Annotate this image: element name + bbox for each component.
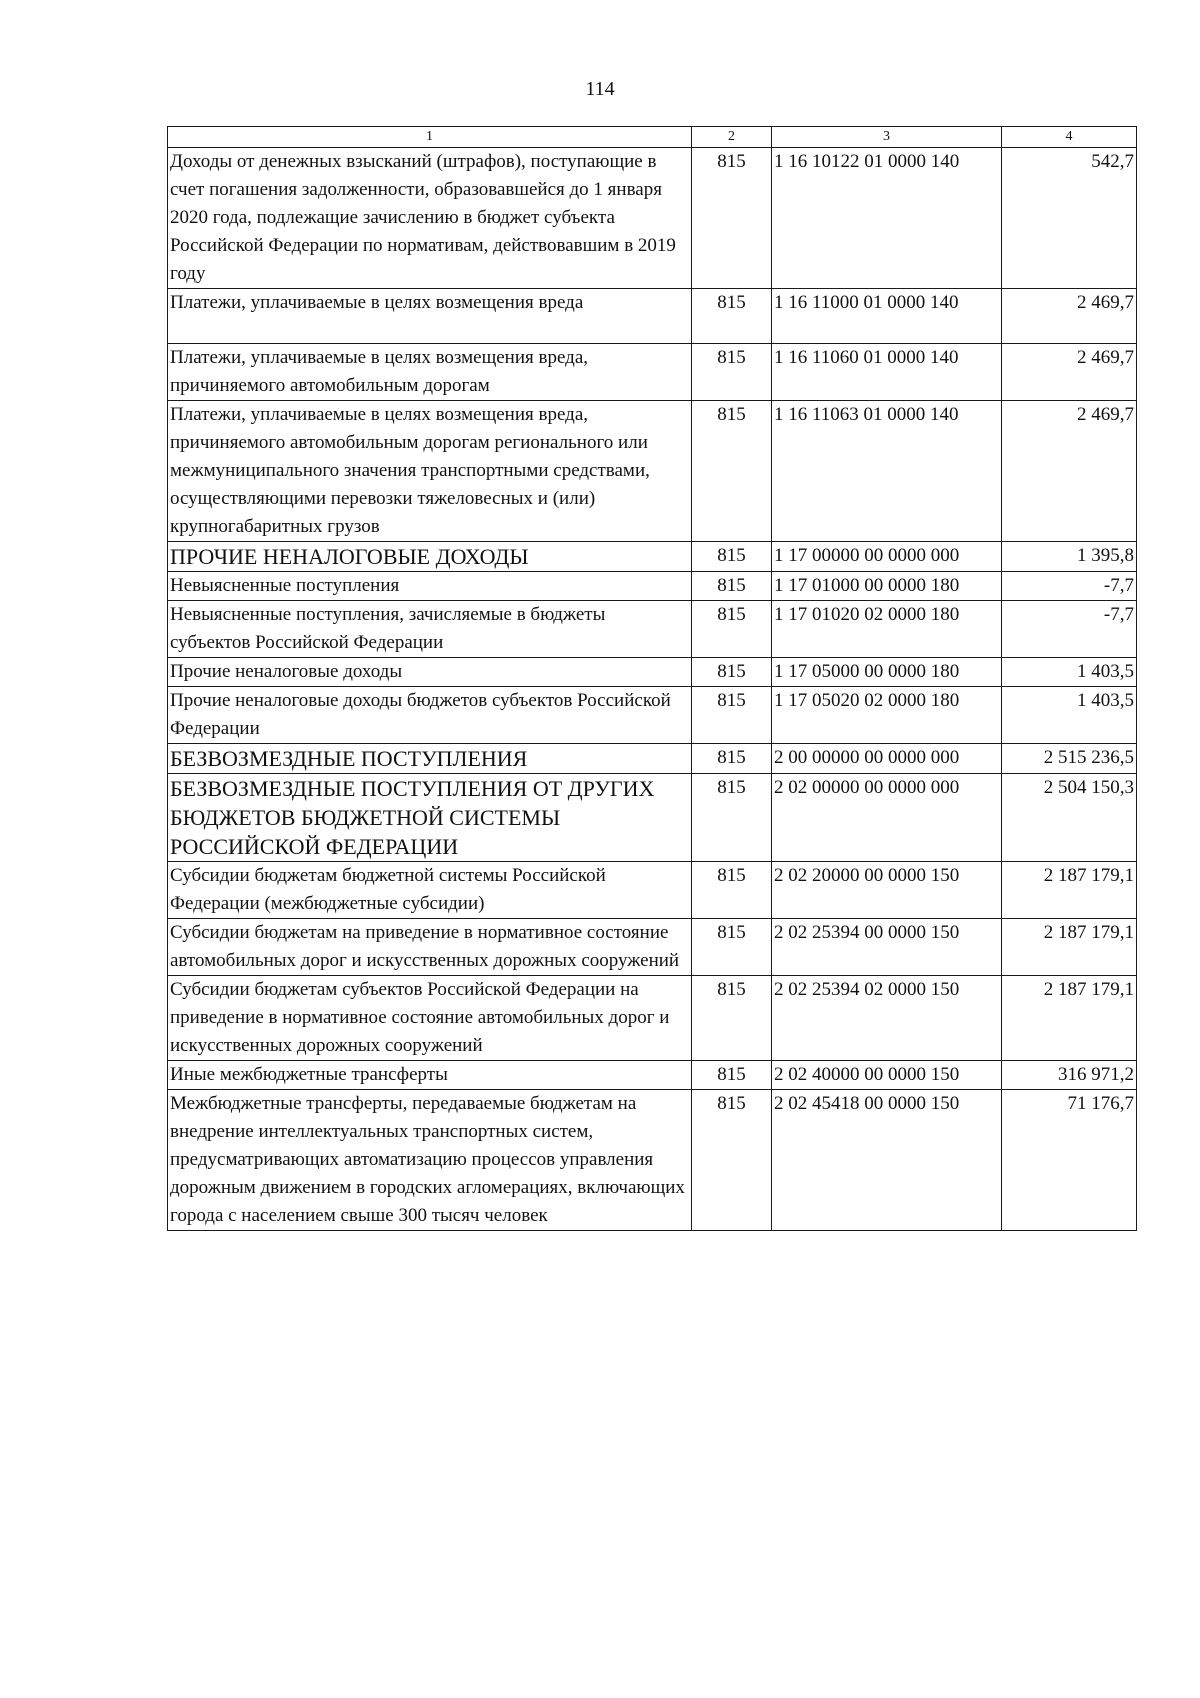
table-row bbox=[168, 572, 1137, 601]
page-number: 114 bbox=[585, 78, 615, 100]
row-name: БЕЗВОЗМЕЗДНЫЕ ПОСТУПЛЕНИЯ bbox=[168, 744, 692, 774]
row-amount: 2 504 150,3 bbox=[1002, 774, 1137, 862]
row-budget-code: 2 02 00000 00 0000 000 bbox=[772, 774, 1002, 862]
row-name: Субсидии бюджетам на приведение в нормативное состояние автомобильных дорог и искусственных дорожных сооружений bbox=[168, 919, 692, 976]
row-name: Платежи, уплачиваемые в целях возмещения вреда bbox=[170, 292, 584, 313]
table-row bbox=[168, 658, 1137, 687]
row-name: Субсидии бюджетам бюджетной системы Российской Федерации (межбюджетные субсидии) bbox=[168, 862, 692, 919]
table-row bbox=[168, 344, 1137, 401]
row-budget-code: 1 17 00000 00 0000 000 bbox=[772, 542, 1002, 572]
row-admin-code: 815 bbox=[692, 148, 772, 289]
row-budget-code: 1 16 10122 01 0000 140 bbox=[772, 148, 1002, 289]
table-row bbox=[168, 601, 1137, 658]
row-name: Доходы от денежных взысканий (штрафов), поступающие в счет погашения задолженности, образовавшейся до 1 января 2020 года, подлежащие зачислению в бюджет субъекта Российской Федерации по нормативам, действовавшим в 2019 году bbox=[168, 148, 692, 289]
row-amount: 2 187 179,1 bbox=[1002, 919, 1137, 976]
column-header-2: 2 bbox=[692, 127, 772, 148]
row-amount: 2 469,7 bbox=[1002, 401, 1137, 542]
row-name: Невыясненные поступления bbox=[168, 572, 692, 601]
row-budget-code: 1 17 05000 00 0000 180 bbox=[772, 658, 1002, 687]
row-budget-code: 1 16 11000 01 0000 140 bbox=[772, 289, 1002, 344]
row-admin-code: 815 bbox=[692, 774, 772, 862]
row-amount: 2 469,7 bbox=[1002, 289, 1137, 344]
row-budget-code: 1 17 01000 00 0000 180 bbox=[772, 572, 1002, 601]
row-name: ПРОЧИЕ НЕНАЛОГОВЫЕ ДОХОДЫ bbox=[168, 542, 692, 572]
table-row bbox=[168, 148, 1137, 289]
row-name: Субсидии бюджетам субъектов Российской Федерации на приведение в нормативное состояние автомобильных дорог и искусственных дорожных сооружений bbox=[168, 976, 692, 1061]
row-admin-code: 815 bbox=[692, 862, 772, 919]
row-amount: 2 515 236,5 bbox=[1002, 744, 1137, 774]
row-budget-code: 2 00 00000 00 0000 000 bbox=[772, 744, 1002, 774]
table-row bbox=[168, 687, 1137, 744]
row-name: Прочие неналоговые доходы bbox=[168, 658, 692, 687]
column-header-4: 4 bbox=[1002, 127, 1137, 148]
row-amount: 1 403,5 bbox=[1002, 687, 1137, 744]
row-admin-code: 815 bbox=[692, 1061, 772, 1090]
row-name: Иные межбюджетные трансферты bbox=[168, 1061, 692, 1090]
row-budget-code: 1 16 11063 01 0000 140 bbox=[772, 401, 1002, 542]
table-row bbox=[168, 289, 1137, 344]
row-admin-code: 815 bbox=[692, 601, 772, 658]
row-budget-code: 2 02 20000 00 0000 150 bbox=[772, 862, 1002, 919]
row-amount: 542,7 bbox=[1002, 148, 1137, 289]
row-budget-code: 2 02 45418 00 0000 150 bbox=[772, 1090, 1002, 1231]
row-name: Невыясненные поступления, зачисляемые в бюджеты субъектов Российской Федерации bbox=[168, 601, 692, 658]
table-row bbox=[168, 976, 1137, 1061]
row-amount: 316 971,2 bbox=[1002, 1061, 1137, 1090]
row-name: Платежи, уплачиваемые в целях возмещения вреда, причиняемого автомобильным дорогам bbox=[168, 344, 692, 401]
row-admin-code: 815 bbox=[692, 289, 772, 344]
row-amount: 2 187 179,1 bbox=[1002, 976, 1137, 1061]
table-row bbox=[168, 744, 1137, 774]
row-amount: -7,7 bbox=[1002, 601, 1137, 658]
row-admin-code: 815 bbox=[692, 401, 772, 542]
row-admin-code: 815 bbox=[692, 572, 772, 601]
row-admin-code: 815 bbox=[692, 919, 772, 976]
row-budget-code: 2 02 40000 00 0000 150 bbox=[772, 1061, 1002, 1090]
column-header-1: 1 bbox=[168, 127, 692, 148]
row-budget-code: 2 02 25394 02 0000 150 bbox=[772, 976, 1002, 1061]
row-amount: 2 187 179,1 bbox=[1002, 862, 1137, 919]
row-name: Прочие неналоговые доходы бюджетов субъектов Российской Федерации bbox=[168, 687, 692, 744]
row-amount: -7,7 bbox=[1002, 572, 1137, 601]
table-row bbox=[168, 862, 1137, 919]
row-amount: 1 403,5 bbox=[1002, 658, 1137, 687]
row-amount: 71 176,7 bbox=[1002, 1090, 1137, 1231]
table-row bbox=[168, 401, 1137, 542]
row-admin-code: 815 bbox=[692, 344, 772, 401]
row-budget-code: 1 17 05020 02 0000 180 bbox=[772, 687, 1002, 744]
row-amount: 2 469,7 bbox=[1002, 344, 1137, 401]
table-row bbox=[168, 542, 1137, 572]
row-admin-code: 815 bbox=[692, 687, 772, 744]
row-budget-code: 1 16 11060 01 0000 140 bbox=[772, 344, 1002, 401]
row-budget-code: 1 17 01020 02 0000 180 bbox=[772, 601, 1002, 658]
row-admin-code: 815 bbox=[692, 744, 772, 774]
column-header-3: 3 bbox=[772, 127, 1002, 148]
row-admin-code: 815 bbox=[692, 1090, 772, 1231]
row-name: Межбюджетные трансферты, передаваемые бюджетам на внедрение интеллектуальных транспортных систем, предусматривающих автоматизацию процессов управления дорожным движением в городских агломерациях, включающих города с населением свыше 300 тысяч человек bbox=[168, 1090, 692, 1231]
table-header-row bbox=[168, 127, 1137, 148]
table-row bbox=[168, 1061, 1137, 1090]
row-admin-code: 815 bbox=[692, 658, 772, 687]
row-name: БЕЗВОЗМЕЗДНЫЕ ПОСТУПЛЕНИЯ ОТ ДРУГИХ БЮДЖЕТОВ БЮДЖЕТНОЙ СИСТЕМЫ РОССИЙСКОЙ ФЕДЕРАЦИИ bbox=[168, 774, 692, 862]
row-budget-code: 2 02 25394 00 0000 150 bbox=[772, 919, 1002, 976]
table-row bbox=[168, 774, 1137, 862]
row-admin-code: 815 bbox=[692, 542, 772, 572]
revenue-table bbox=[167, 126, 1137, 1231]
row-name: Платежи, уплачиваемые в целях возмещения вреда, причиняемого автомобильным дорогам регионального или межмуниципального значения транспортными средствами, осуществляющими перевозки тяжеловесных и (или) крупногабаритных грузов bbox=[168, 401, 692, 542]
table-row bbox=[168, 919, 1137, 976]
table-row bbox=[168, 1090, 1137, 1231]
row-amount: 1 395,8 bbox=[1002, 542, 1137, 572]
row-admin-code: 815 bbox=[692, 976, 772, 1061]
